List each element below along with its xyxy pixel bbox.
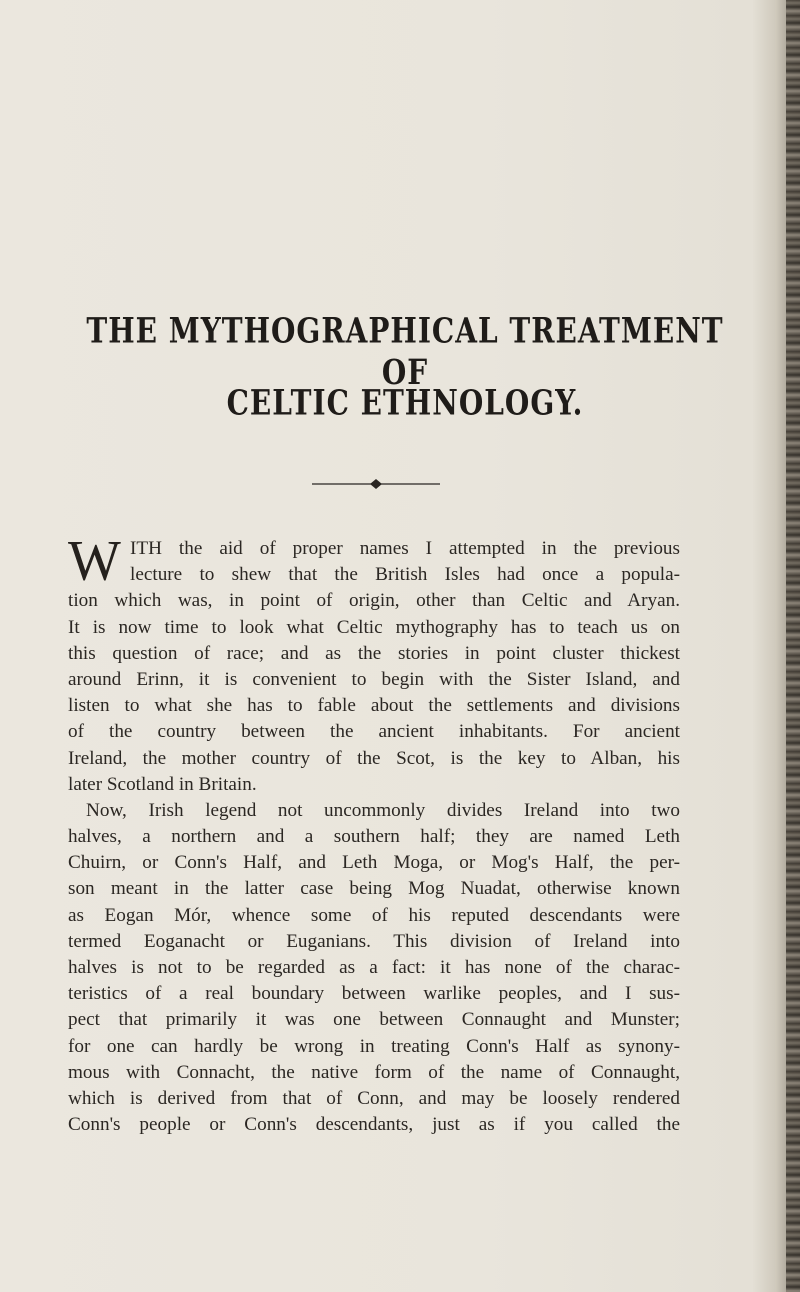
text-line: later Scotland in Britain. [68,773,257,795]
text-line: lecture to shew that the British Isles had once a popula- [130,564,680,586]
text-line: son meant in the latter case being Mog Nuadat, otherwise known [68,878,680,900]
text-line: around Erinn, it is convenient to begin with the Sister Island, and [68,668,680,690]
text-line: teristics of a real boundary between warlike peoples, and I sus- [68,983,680,1005]
text-line: halves is not to be regarded as a fact: it has none of the charac- [68,957,680,978]
text-line: mous with Connacht, the native form of the name of Connaught, [68,1061,680,1083]
chapter-title-line-1: THE MYTHOGRAPHICAL TREATMENT OF [86,310,724,393]
chapter-title-line-2: CELTIC ETHNOLOGY. [226,382,584,424]
text-line: this question of race; and as the stories in point cluster thickest [68,642,680,664]
text-line: which is derived from that of Conn, and may be loosely rendered [68,1087,680,1109]
text-line: termed Eoganacht or Euganians. This division of Ireland into [68,930,680,952]
text-line: halves, a northern and a southern half; they are named Leth [68,826,680,848]
text-line: Now, Irish legend not uncommonly divides Ireland into two [86,799,680,821]
text-line: as Eogan Mór, whence some of his reputed descendants were [68,904,680,926]
text-line: Chuirn, or Conn's Half, and Leth Moga, or Mog's Half, the per- [68,852,680,874]
text-line: pect that primarily it was one between Connaught and Munster; [68,1009,680,1031]
text-line: It is now time to look what Celtic mythography has to teach us on [68,616,680,638]
text-line: listen to what she has to fable about the settlements and divisions [68,695,680,717]
drop-cap: W [68,529,121,593]
text-line: tion which was, in point of origin, other than Celtic and Aryan. [68,590,680,612]
text-line: ITH the aid of proper names I attempted in the previous [130,538,680,559]
text-line: of the country between the ancient inhabitants. For ancient [68,721,680,743]
text-line: for one can hardly be wrong in treating Conn's Half as synony- [68,1035,680,1057]
text-line: Conn's people or Conn's descendants, just as if you called the [68,1114,680,1136]
page-edge-shadow [786,0,800,1292]
text-line: Ireland, the mother country of the Scot, is the key to Alban, his [68,747,680,769]
divider-ornament-icon [312,478,440,490]
body-text [68,529,680,1138]
